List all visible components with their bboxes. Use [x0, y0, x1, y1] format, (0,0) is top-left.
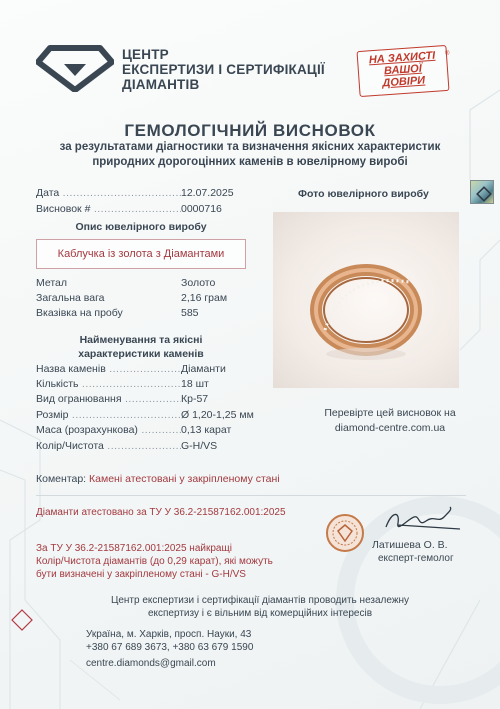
comment-line — [36, 473, 280, 485]
date-value: 12.07.2025 — [181, 187, 234, 199]
divider — [36, 495, 466, 496]
stone-row — [36, 424, 274, 438]
hologram-icon — [470, 180, 494, 204]
official-seal-icon — [325, 513, 365, 553]
stone-label: Кількість ..... — [36, 378, 181, 390]
contact-phones: +380 67 689 3673, +380 63 679 1590 — [86, 642, 254, 653]
gold-ring-icon — [273, 212, 459, 388]
comment-value: Камені атестовані у закріпленому стані — [89, 473, 280, 485]
stone-row — [36, 393, 274, 407]
verify-link[interactable]: diamond-centre.com.ua — [334, 422, 446, 434]
stone-value: Діаманти — [181, 363, 226, 375]
stone-row — [36, 409, 274, 423]
number-row — [36, 203, 274, 217]
stamp-line-1: НА ЗАХИСТІ — [368, 49, 436, 67]
stone-label: Вид огранювання ..... — [36, 393, 181, 405]
document-subtitle-line-1: за результатами діагностики та визначення якісних характеристик — [59, 141, 441, 153]
tu-standard-line: Діаманти атестовано за ТУ У 36.2-21587162.001:2025 — [36, 507, 286, 518]
stone-row — [36, 363, 274, 377]
stone-value: G-H/VS — [181, 440, 218, 452]
stone-value: Ø 1,20-1,25 мм — [181, 409, 254, 421]
product-heading: Опис ювелірного виробу — [75, 221, 207, 233]
disclaimer-line-1: Центр експертизи і сертифікації діамантів проводить незалежну — [110, 595, 410, 606]
stone-value: Кр-57 — [181, 393, 209, 405]
stone-label: Маса (розрахункова) ..... — [36, 424, 181, 436]
metal-value: Золото — [181, 277, 216, 289]
product-name-box: Каблучка із золота з Діамантами — [36, 239, 246, 269]
weight-value: 2,16 грам — [181, 292, 228, 304]
note-line-3: бути визначені у закріпленому стані - G-H/VS — [36, 569, 246, 580]
contact-address: Україна, м. Харків, просп. Науки, 43 — [86, 629, 252, 640]
assay-label: Вказівка на пробу — [36, 307, 123, 319]
date-row — [36, 187, 274, 201]
stone-value: 18 шт — [181, 378, 209, 390]
stone-label: Назва каменів ..... — [36, 363, 181, 375]
number-value: 0000716 — [181, 203, 222, 215]
weight-row — [36, 292, 276, 304]
number-label: Висновок # ..... — [36, 203, 181, 215]
stones-heading-line-2: характеристики каменів — [78, 348, 204, 360]
date-label: Дата ..... — [36, 187, 181, 199]
verify-text: Перевірте цей висновок на — [324, 407, 456, 419]
stone-row — [36, 440, 274, 454]
document-title: ГЕМОЛОГІЧНИЙ ВИСНОВОК — [124, 121, 376, 140]
disclaimer-line-2: експертизу і є вільним від комерційних інтересів — [147, 608, 373, 619]
stone-value: 0,13 карат — [181, 424, 232, 436]
trust-stamp — [357, 45, 450, 97]
stone-label: Розмір ..... — [36, 409, 181, 421]
diamond-logo-icon — [36, 44, 114, 92]
stone-label: Колір/Чистота ..... — [36, 440, 181, 452]
stamp-line-3: ДОВІРИ — [382, 74, 426, 90]
note-line-2: Колір/Чистота діамантів (до 0,29 карат), які можуть — [36, 556, 273, 567]
org-name-line-3: ДІАМАНТІВ — [122, 77, 200, 92]
metal-label: Метал — [36, 277, 68, 289]
ring-photo — [273, 212, 459, 388]
comment-label: Коментар: — [36, 473, 87, 485]
stone-row — [36, 378, 274, 392]
stones-heading-line-1: Найменування та якісні — [79, 334, 203, 346]
contact-email[interactable]: centre.diamonds@gmail.com — [86, 658, 216, 669]
registered-mark-icon: ® — [445, 51, 450, 57]
assay-row — [36, 307, 276, 319]
weight-label: Загальна вага — [36, 292, 105, 304]
note-line-1: За ТУ У 36.2-21587162.001:2025 найкращі — [36, 543, 232, 554]
stamp-line-2: ВАШОЇ — [383, 62, 423, 78]
assay-value: 585 — [181, 307, 199, 319]
signer-name: Латишева О. В. — [372, 539, 448, 551]
photo-title: Фото ювелірного виробу — [298, 188, 429, 200]
document-subtitle-line-2: природних дорогоцінних каменів в ювелірному виробі — [92, 156, 408, 168]
signature-icon — [378, 505, 468, 539]
org-name-line-2: ЕКСПЕРТИЗИ І СЕРТИФІКАЦІЇ — [122, 62, 325, 77]
metal-row — [36, 277, 276, 289]
signer-role: експерт-гемолог — [378, 553, 454, 564]
org-name-line-1: ЦЕНТР — [122, 47, 169, 62]
